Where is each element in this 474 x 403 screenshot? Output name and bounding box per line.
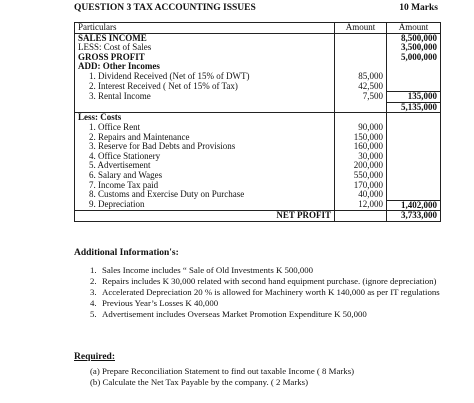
row-label: GROSS PROFIT <box>75 53 335 63</box>
table-row <box>75 92 441 103</box>
list-item <box>90 276 450 287</box>
item-number: 2. <box>90 276 97 286</box>
row-amount-1: 7,500 <box>335 92 387 103</box>
row-label: 1. Office Rent <box>75 123 335 133</box>
marks-label: 10 Marks <box>399 3 438 13</box>
row-amount-2: 5,135,000 <box>387 102 441 113</box>
row-amount-1 <box>335 113 387 123</box>
row-amount-2 <box>387 171 441 181</box>
table-row <box>75 33 441 43</box>
item-text: Sales Income includes “ Sale of Old Investments K 500,000 <box>102 265 314 275</box>
row-amount-2 <box>387 113 441 123</box>
row-label: 2. Repairs and Maintenance <box>75 133 335 143</box>
page-header <box>74 3 438 17</box>
required-list <box>90 366 354 388</box>
row-amount-2 <box>387 142 441 152</box>
row-label: SALES INCOME <box>75 33 335 43</box>
row-amount-1: 40,000 <box>335 190 387 200</box>
row-label: ADD: Other Incomes <box>75 62 335 72</box>
required-a: (a) Prepare Reconciliation Statement to find out taxable Income ( 8 Marks) <box>90 366 355 376</box>
row-amount-2 <box>387 62 441 72</box>
row-amount-1: 12,000 <box>335 200 387 211</box>
row-amount-2 <box>387 190 441 200</box>
row-amount-2 <box>387 161 441 171</box>
row-amount-1: 200,000 <box>335 161 387 171</box>
row-amount-1 <box>335 62 387 72</box>
item-text: Previous Year’s Losses K 40,000 <box>102 298 219 308</box>
row-label: 5. Advertisement <box>75 161 335 171</box>
row-amount-1: 30,000 <box>335 152 387 162</box>
row-amount-2 <box>387 123 441 133</box>
table-row <box>75 82 441 92</box>
row-amount-1: 85,000 <box>335 72 387 82</box>
list-item <box>90 265 450 276</box>
row-amount-2 <box>387 72 441 82</box>
row-label: 4. Office Stationery <box>75 152 335 162</box>
row-label <box>75 102 335 113</box>
row-label: 6. Salary and Wages <box>75 171 335 181</box>
table-row <box>75 171 441 181</box>
row-amount-2: 135,000 <box>387 92 441 103</box>
list-item <box>90 298 450 309</box>
row-amount-1: 90,000 <box>335 123 387 133</box>
row-amount-1 <box>335 33 387 43</box>
table-row <box>75 53 441 63</box>
row-amount-1: 160,000 <box>335 142 387 152</box>
table-row <box>75 200 441 211</box>
row-amount-2: 5,000,000 <box>387 53 441 63</box>
row-amount-1: 42,500 <box>335 82 387 92</box>
item-text: Advertisement includes Overseas Market Promotion Expenditure K 50,000 <box>102 309 367 319</box>
table-row <box>75 190 441 200</box>
row-amount-1 <box>335 102 387 113</box>
table-row <box>75 113 441 123</box>
accounting-table <box>74 22 441 222</box>
col-amount-2: Amount <box>387 23 441 34</box>
item-number: 4. <box>90 298 97 308</box>
item-text: Accelerated Depreciation 20 % is allowed for Machinery worth K 140,000 as per IT regulations <box>102 287 440 297</box>
table-row <box>75 211 441 222</box>
row-amount-1 <box>335 53 387 63</box>
table-row <box>75 181 441 191</box>
table-row <box>75 152 441 162</box>
row-label: LESS: Cost of Sales <box>75 43 335 53</box>
item-number: 3. <box>90 287 97 297</box>
additional-info-list <box>90 265 450 320</box>
table-row <box>75 102 441 113</box>
row-label: 8. Customs and Exercise Duty on Purchase <box>75 190 335 200</box>
col-particulars: Particulars <box>75 23 335 34</box>
row-label: 3. Rental Income <box>75 92 335 103</box>
table-row <box>75 43 441 53</box>
row-amount-2 <box>387 133 441 143</box>
row-label: 9. Depreciation <box>75 200 335 211</box>
row-label: 7. Income Tax paid <box>75 181 335 191</box>
row-amount-1 <box>335 43 387 53</box>
table-row <box>75 123 441 133</box>
row-label: NET PROFIT <box>75 211 335 222</box>
row-amount-2: 8,500,000 <box>387 33 441 43</box>
additional-info-heading: Additional Information's: <box>74 248 179 258</box>
table-row <box>75 142 441 152</box>
required-heading: Required: <box>74 352 115 362</box>
table-header-row <box>75 23 441 34</box>
row-amount-2: 3,500,000 <box>387 43 441 53</box>
list-item <box>90 309 450 320</box>
table-row <box>75 62 441 72</box>
col-amount-1: Amount <box>335 23 387 34</box>
row-amount-2: 3,733,000 <box>387 211 441 222</box>
row-amount-2 <box>387 152 441 162</box>
item-number: 1. <box>90 265 97 275</box>
required-b: (b) Calculate the Net Tax Payable by the company. ( 2 Marks) <box>90 377 309 387</box>
list-item <box>90 287 450 298</box>
row-amount-1 <box>335 211 387 222</box>
item-text: Repairs includes K 30,000 related with second hand equipment purchase. (ignore depreciation) <box>102 276 437 286</box>
table-row <box>75 72 441 82</box>
row-amount-2: 1,402,000 <box>387 200 441 211</box>
row-amount-1: 150,000 <box>335 133 387 143</box>
table-row <box>75 133 441 143</box>
table-row <box>75 161 441 171</box>
row-amount-2 <box>387 181 441 191</box>
row-label: 2. Interest Received ( Net of 15% of Tax) <box>75 82 335 92</box>
question-title: QUESTION 3 TAX ACCOUNTING ISSUES <box>74 3 256 13</box>
row-label: Less: Costs <box>75 113 335 123</box>
row-label: 1. Dividend Received (Net of 15% of DWT) <box>75 72 335 82</box>
row-amount-1: 170,000 <box>335 181 387 191</box>
item-number: 5. <box>90 309 97 319</box>
row-amount-1: 550,000 <box>335 171 387 181</box>
row-label: 3. Reserve for Bad Debts and Provisions <box>75 142 335 152</box>
row-amount-2 <box>387 82 441 92</box>
